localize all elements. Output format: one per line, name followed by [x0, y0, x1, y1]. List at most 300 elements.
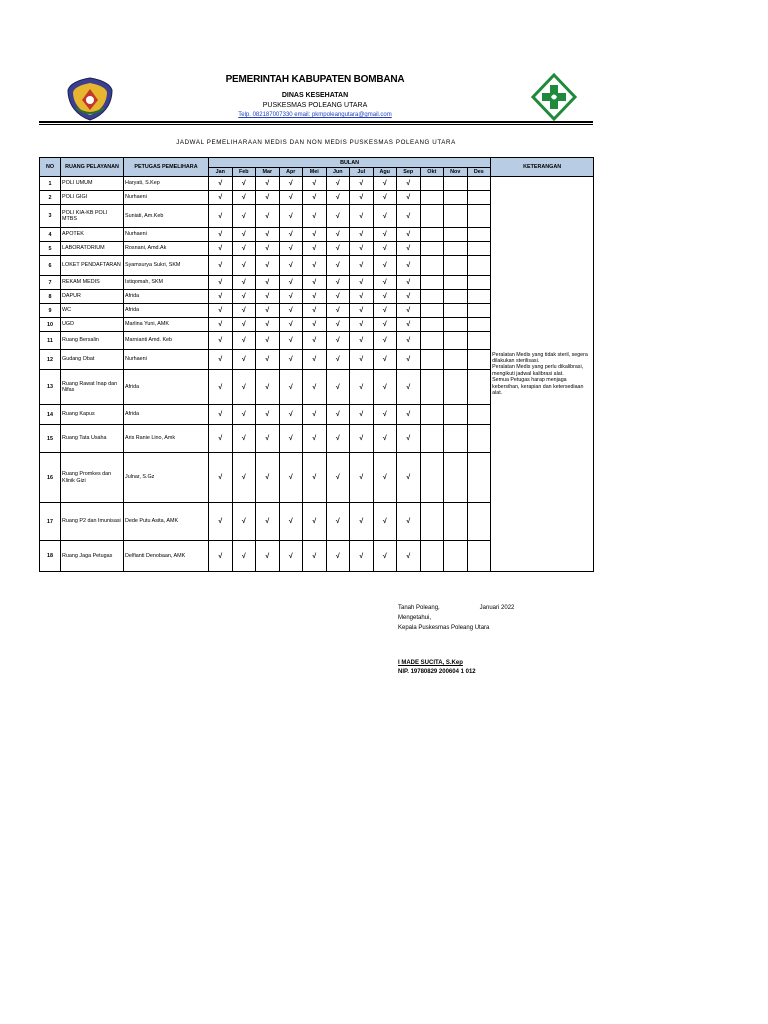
empty-month-cell — [420, 541, 444, 572]
row-number: 5 — [40, 242, 61, 256]
empty-month-cell — [467, 453, 491, 503]
empty-month-cell — [467, 370, 491, 405]
note-item: Peralatan Medis yang perlu dikalibrasi, mengikuti jadwal kalibrasi alat. — [492, 364, 584, 377]
check-mark-icon: √ — [303, 304, 327, 318]
check-mark-icon: √ — [232, 304, 256, 318]
room-name: APOTEK — [61, 228, 124, 242]
empty-month-cell — [420, 332, 444, 350]
officer-name: Dede Putu Asita, AMK — [124, 503, 209, 541]
note-item: Peralatan Medis yang tidak steril, segera dilakukan sterilisasi. — [492, 351, 588, 365]
check-mark-icon: √ — [232, 503, 256, 541]
check-mark-icon: √ — [397, 318, 421, 332]
check-mark-icon: √ — [373, 276, 397, 290]
signature-place: Tanah Poleang, — [398, 605, 440, 611]
contact-link[interactable]: Telp. 082187007330 email: pkmpoleangutara@gmail.com — [238, 112, 392, 118]
empty-month-cell — [467, 290, 491, 304]
officer-name: Istiqomah, SKM — [124, 276, 209, 290]
notes-cell — [491, 177, 594, 572]
check-mark-icon: √ — [279, 228, 303, 242]
check-mark-icon: √ — [326, 503, 350, 541]
empty-month-cell — [420, 290, 444, 304]
officer-name: Delfianti Denobaan, AMK — [124, 541, 209, 572]
check-mark-icon: √ — [303, 256, 327, 276]
empty-month-cell — [420, 242, 444, 256]
column-header-no: NO — [40, 158, 61, 177]
empty-month-cell — [467, 205, 491, 228]
check-mark-icon: √ — [373, 370, 397, 405]
check-mark-icon: √ — [326, 290, 350, 304]
check-mark-icon: √ — [373, 256, 397, 276]
month-header: Jul — [350, 168, 374, 177]
month-header: Agu — [373, 168, 397, 177]
empty-month-cell — [420, 191, 444, 205]
room-name: WC — [61, 304, 124, 318]
empty-month-cell — [467, 304, 491, 318]
check-mark-icon: √ — [279, 350, 303, 370]
empty-month-cell — [444, 370, 468, 405]
empty-month-cell — [444, 318, 468, 332]
check-mark-icon: √ — [279, 541, 303, 572]
room-name: REKAM MEDIS — [61, 276, 124, 290]
check-mark-icon: √ — [303, 541, 327, 572]
check-mark-icon: √ — [397, 256, 421, 276]
check-mark-icon: √ — [397, 228, 421, 242]
check-mark-icon: √ — [397, 503, 421, 541]
check-mark-icon: √ — [209, 177, 233, 191]
check-mark-icon: √ — [232, 191, 256, 205]
month-header: Nov — [444, 168, 468, 177]
signature-nip: NIP. 19780829 200604 1 012 — [398, 669, 476, 675]
check-mark-icon: √ — [373, 503, 397, 541]
empty-month-cell — [420, 405, 444, 425]
check-mark-icon: √ — [303, 425, 327, 453]
department-name: DINAS KESEHATAN — [281, 92, 349, 99]
check-mark-icon: √ — [303, 205, 327, 228]
check-mark-icon: √ — [303, 242, 327, 256]
empty-month-cell — [444, 256, 468, 276]
check-mark-icon: √ — [326, 242, 350, 256]
row-number: 4 — [40, 228, 61, 242]
check-mark-icon: √ — [209, 242, 233, 256]
table-row — [40, 177, 594, 191]
check-mark-icon: √ — [326, 191, 350, 205]
check-mark-icon: √ — [209, 405, 233, 425]
check-mark-icon: √ — [279, 370, 303, 405]
check-mark-icon: √ — [256, 177, 280, 191]
check-mark-icon: √ — [303, 290, 327, 304]
check-mark-icon: √ — [303, 350, 327, 370]
check-mark-icon: √ — [209, 205, 233, 228]
row-number: 14 — [40, 405, 61, 425]
check-mark-icon: √ — [256, 276, 280, 290]
month-header: Okt — [420, 168, 444, 177]
check-mark-icon: √ — [209, 191, 233, 205]
officer-name: Suniati, Am.Keb — [124, 205, 209, 228]
check-mark-icon: √ — [256, 228, 280, 242]
row-number: 2 — [40, 191, 61, 205]
check-mark-icon: √ — [279, 503, 303, 541]
check-mark-icon: √ — [279, 453, 303, 503]
bombana-regency-logo — [66, 76, 114, 122]
signature-acknowledged: Mengetahui, — [398, 615, 432, 621]
officer-name: Julnar, S.Gz — [124, 453, 209, 503]
check-mark-icon: √ — [326, 370, 350, 405]
check-mark-icon: √ — [232, 350, 256, 370]
check-mark-icon: √ — [350, 318, 374, 332]
empty-month-cell — [444, 541, 468, 572]
check-mark-icon: √ — [232, 256, 256, 276]
month-header: Mar — [256, 168, 280, 177]
empty-month-cell — [444, 242, 468, 256]
check-mark-icon: √ — [350, 370, 374, 405]
check-mark-icon: √ — [279, 256, 303, 276]
row-number: 17 — [40, 503, 61, 541]
check-mark-icon: √ — [326, 332, 350, 350]
empty-month-cell — [420, 256, 444, 276]
empty-month-cell — [420, 370, 444, 405]
row-number: 10 — [40, 318, 61, 332]
room-name: Ruang Bersalin — [61, 332, 124, 350]
check-mark-icon: √ — [209, 290, 233, 304]
room-name: Gudang Obat — [61, 350, 124, 370]
empty-month-cell — [467, 242, 491, 256]
empty-month-cell — [420, 318, 444, 332]
row-number: 15 — [40, 425, 61, 453]
empty-month-cell — [467, 332, 491, 350]
check-mark-icon: √ — [232, 318, 256, 332]
check-mark-icon: √ — [209, 304, 233, 318]
check-mark-icon: √ — [303, 191, 327, 205]
check-mark-icon: √ — [209, 541, 233, 572]
month-header: Jun — [326, 168, 350, 177]
column-header-officer: PETUGAS PEMELIHARA — [124, 158, 209, 177]
check-mark-icon: √ — [209, 425, 233, 453]
room-name: Ruang Kapus — [61, 405, 124, 425]
check-mark-icon: √ — [397, 541, 421, 572]
empty-month-cell — [444, 191, 468, 205]
officer-name: Afrida — [124, 290, 209, 304]
check-mark-icon: √ — [350, 228, 374, 242]
check-mark-icon: √ — [232, 541, 256, 572]
empty-month-cell — [420, 276, 444, 290]
empty-month-cell — [467, 177, 491, 191]
officer-name: Afrida — [124, 405, 209, 425]
empty-month-cell — [420, 425, 444, 453]
check-mark-icon: √ — [303, 276, 327, 290]
empty-month-cell — [467, 425, 491, 453]
check-mark-icon: √ — [256, 453, 280, 503]
empty-month-cell — [420, 177, 444, 191]
check-mark-icon: √ — [209, 503, 233, 541]
officer-name: Nurhaeni — [124, 191, 209, 205]
room-name: Ruang Tata Usaha — [61, 425, 124, 453]
check-mark-icon: √ — [303, 370, 327, 405]
note-item: Semua Petugas harap menjaga kebersihan, kerapian dan ketersediaan alat. — [492, 377, 584, 396]
signature-place-date — [398, 604, 514, 613]
row-number: 13 — [40, 370, 61, 405]
officer-name: Nurhaeni — [124, 350, 209, 370]
empty-month-cell — [444, 453, 468, 503]
room-name: UGD — [61, 318, 124, 332]
check-mark-icon: √ — [350, 256, 374, 276]
check-mark-icon: √ — [209, 256, 233, 276]
check-mark-icon: √ — [279, 290, 303, 304]
check-mark-icon: √ — [397, 304, 421, 318]
empty-month-cell — [444, 304, 468, 318]
empty-month-cell — [467, 541, 491, 572]
check-mark-icon: √ — [373, 541, 397, 572]
officer-name: Marnianti Amd. Keb — [124, 332, 209, 350]
officer-name: Nurhaeni — [124, 228, 209, 242]
check-mark-icon: √ — [350, 290, 374, 304]
room-name: POLI KIA-KB POLI MTBS — [61, 205, 124, 228]
check-mark-icon: √ — [397, 177, 421, 191]
check-mark-icon: √ — [303, 177, 327, 191]
officer-name: Aris Ranie Lino, Amk — [124, 425, 209, 453]
check-mark-icon: √ — [256, 405, 280, 425]
schedule-body — [40, 177, 594, 572]
empty-month-cell — [467, 276, 491, 290]
check-mark-icon: √ — [279, 318, 303, 332]
check-mark-icon: √ — [373, 304, 397, 318]
room-name: Ruang Rawat Inap dan Nifas — [61, 370, 124, 405]
check-mark-icon: √ — [256, 350, 280, 370]
row-number: 7 — [40, 276, 61, 290]
month-header: Apr — [279, 168, 303, 177]
check-mark-icon: √ — [350, 503, 374, 541]
room-name: DAPUR — [61, 290, 124, 304]
empty-month-cell — [444, 276, 468, 290]
facility-name: PUSKESMAS POLEANG UTARA — [262, 102, 368, 109]
check-mark-icon: √ — [279, 191, 303, 205]
empty-month-cell — [467, 228, 491, 242]
check-mark-icon: √ — [373, 290, 397, 304]
check-mark-icon: √ — [279, 177, 303, 191]
check-mark-icon: √ — [326, 350, 350, 370]
check-mark-icon: √ — [350, 405, 374, 425]
signature-name: I MADE SUCITA, S.Kep — [398, 660, 463, 666]
check-mark-icon: √ — [279, 304, 303, 318]
check-mark-icon: √ — [209, 276, 233, 290]
check-mark-icon: √ — [232, 205, 256, 228]
empty-month-cell — [467, 191, 491, 205]
check-mark-icon: √ — [397, 350, 421, 370]
check-mark-icon: √ — [279, 405, 303, 425]
check-mark-icon: √ — [373, 242, 397, 256]
check-mark-icon: √ — [232, 453, 256, 503]
check-mark-icon: √ — [326, 177, 350, 191]
empty-month-cell — [444, 350, 468, 370]
check-mark-icon: √ — [397, 191, 421, 205]
check-mark-icon: √ — [256, 541, 280, 572]
empty-month-cell — [444, 425, 468, 453]
check-mark-icon: √ — [326, 405, 350, 425]
empty-month-cell — [467, 318, 491, 332]
check-mark-icon: √ — [232, 332, 256, 350]
health-service-logo — [531, 73, 577, 121]
row-number: 18 — [40, 541, 61, 572]
check-mark-icon: √ — [397, 205, 421, 228]
row-number: 12 — [40, 350, 61, 370]
check-mark-icon: √ — [303, 503, 327, 541]
check-mark-icon: √ — [326, 228, 350, 242]
document-title: JADWAL PEMELIHARAAN MEDIS DAN NON MEDIS PUSKESMAS POLEANG UTARA — [176, 139, 456, 146]
government-title: PEMERINTAH KABUPATEN BOMBANA — [225, 74, 405, 85]
check-mark-icon: √ — [232, 290, 256, 304]
empty-month-cell — [467, 405, 491, 425]
row-number: 16 — [40, 453, 61, 503]
room-name: POLI UMUM — [61, 177, 124, 191]
empty-month-cell — [420, 453, 444, 503]
empty-month-cell — [444, 290, 468, 304]
empty-month-cell — [420, 503, 444, 541]
check-mark-icon: √ — [256, 256, 280, 276]
check-mark-icon: √ — [256, 191, 280, 205]
check-mark-icon: √ — [373, 318, 397, 332]
check-mark-icon: √ — [279, 205, 303, 228]
column-header-note: KETERANGAN — [491, 158, 594, 177]
empty-month-cell — [420, 228, 444, 242]
row-number: 3 — [40, 205, 61, 228]
empty-month-cell — [420, 350, 444, 370]
month-header: Sep — [397, 168, 421, 177]
check-mark-icon: √ — [209, 370, 233, 405]
check-mark-icon: √ — [232, 276, 256, 290]
check-mark-icon: √ — [279, 425, 303, 453]
check-mark-icon: √ — [350, 242, 374, 256]
check-mark-icon: √ — [209, 228, 233, 242]
check-mark-icon: √ — [350, 541, 374, 572]
check-mark-icon: √ — [256, 318, 280, 332]
check-mark-icon: √ — [397, 332, 421, 350]
check-mark-icon: √ — [397, 276, 421, 290]
officer-name: Afrida — [124, 370, 209, 405]
check-mark-icon: √ — [326, 425, 350, 453]
check-mark-icon: √ — [256, 370, 280, 405]
check-mark-icon: √ — [303, 318, 327, 332]
check-mark-icon: √ — [326, 453, 350, 503]
check-mark-icon: √ — [303, 228, 327, 242]
check-mark-icon: √ — [303, 453, 327, 503]
officer-name: Afrida — [124, 304, 209, 318]
header-divider-thick — [39, 121, 593, 123]
check-mark-icon: √ — [326, 256, 350, 276]
row-number: 11 — [40, 332, 61, 350]
officer-name: Marlina Yuni, AMK — [124, 318, 209, 332]
check-mark-icon: √ — [303, 405, 327, 425]
check-mark-icon: √ — [209, 453, 233, 503]
check-mark-icon: √ — [350, 350, 374, 370]
check-mark-icon: √ — [397, 290, 421, 304]
empty-month-cell — [444, 332, 468, 350]
check-mark-icon: √ — [209, 350, 233, 370]
check-mark-icon: √ — [256, 304, 280, 318]
month-header: Feb — [232, 168, 256, 177]
row-number: 9 — [40, 304, 61, 318]
check-mark-icon: √ — [256, 425, 280, 453]
check-mark-icon: √ — [232, 242, 256, 256]
check-mark-icon: √ — [350, 453, 374, 503]
check-mark-icon: √ — [373, 350, 397, 370]
check-mark-icon: √ — [397, 242, 421, 256]
room-name: LABORATORIUM — [61, 242, 124, 256]
check-mark-icon: √ — [326, 276, 350, 290]
month-header: Jan — [209, 168, 233, 177]
month-header: Des — [467, 168, 491, 177]
check-mark-icon: √ — [279, 332, 303, 350]
empty-month-cell — [467, 503, 491, 541]
check-mark-icon: √ — [350, 191, 374, 205]
check-mark-icon: √ — [209, 318, 233, 332]
officer-name: Haryati, S.Kep — [124, 177, 209, 191]
empty-month-cell — [467, 350, 491, 370]
row-number: 1 — [40, 177, 61, 191]
officer-name: Rosnani, Amd.Ak — [124, 242, 209, 256]
check-mark-icon: √ — [256, 503, 280, 541]
check-mark-icon: √ — [373, 228, 397, 242]
officer-name: Syamsurya Sukri, SKM — [124, 256, 209, 276]
header-divider-thin — [39, 124, 593, 125]
month-header: Mei — [303, 168, 327, 177]
check-mark-icon: √ — [279, 242, 303, 256]
room-name: Ruang Promkes dan Klinik Gizi — [61, 453, 124, 503]
check-mark-icon: √ — [232, 370, 256, 405]
check-mark-icon: √ — [350, 425, 374, 453]
check-mark-icon: √ — [373, 177, 397, 191]
check-mark-icon: √ — [350, 332, 374, 350]
signature-position: Kepala Puskesmas Poleang Utara — [398, 625, 490, 631]
maintenance-schedule-table — [39, 157, 594, 572]
check-mark-icon: √ — [373, 191, 397, 205]
check-mark-icon: √ — [373, 405, 397, 425]
check-mark-icon: √ — [256, 242, 280, 256]
check-mark-icon: √ — [326, 541, 350, 572]
row-number: 6 — [40, 256, 61, 276]
empty-month-cell — [420, 205, 444, 228]
check-mark-icon: √ — [256, 290, 280, 304]
check-mark-icon: √ — [232, 405, 256, 425]
empty-month-cell — [444, 503, 468, 541]
room-name: Ruang Jaga Petugas — [61, 541, 124, 572]
empty-month-cell — [444, 405, 468, 425]
room-name: Ruang P2 dan Imunisasi — [61, 503, 124, 541]
check-mark-icon: √ — [397, 453, 421, 503]
check-mark-icon: √ — [326, 205, 350, 228]
check-mark-icon: √ — [350, 205, 374, 228]
check-mark-icon: √ — [397, 425, 421, 453]
check-mark-icon: √ — [350, 276, 374, 290]
column-header-room: RUANG PELAYANAN — [61, 158, 124, 177]
check-mark-icon: √ — [397, 370, 421, 405]
check-mark-icon: √ — [303, 332, 327, 350]
check-mark-icon: √ — [326, 318, 350, 332]
check-mark-icon: √ — [350, 177, 374, 191]
check-mark-icon: √ — [373, 205, 397, 228]
empty-month-cell — [444, 205, 468, 228]
check-mark-icon: √ — [350, 304, 374, 318]
empty-month-cell — [444, 228, 468, 242]
check-mark-icon: √ — [232, 177, 256, 191]
check-mark-icon: √ — [397, 405, 421, 425]
check-mark-icon: √ — [256, 332, 280, 350]
room-name: LOKET PENDAFTARAN — [61, 256, 124, 276]
check-mark-icon: √ — [256, 205, 280, 228]
check-mark-icon: √ — [326, 304, 350, 318]
check-mark-icon: √ — [373, 425, 397, 453]
room-name: POLI GIGI — [61, 191, 124, 205]
row-number: 8 — [40, 290, 61, 304]
check-mark-icon: √ — [232, 425, 256, 453]
